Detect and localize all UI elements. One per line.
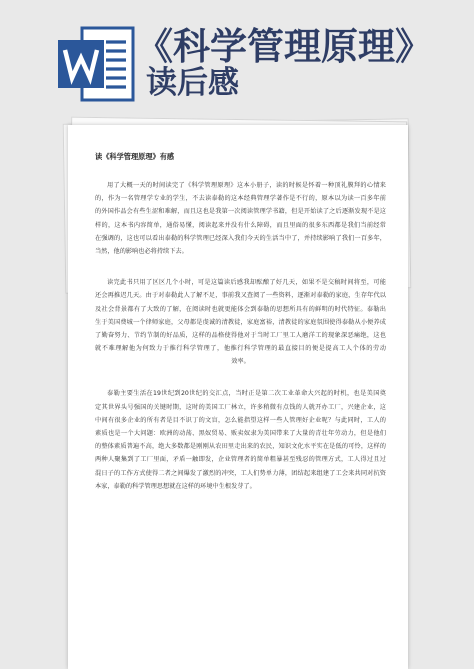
text-line: 及社会背景都有了大致的了解，在阅读时也就更能体会到泰勒的思想所具有的鲜明的时代特征。泰勒出	[95, 305, 386, 313]
text-line: 素质也是一个大问题：欧洲的动荡、黑奴贸易、贩卖奴隶为美国带来了大量的青壮年劳动力，但是他们	[95, 430, 386, 437]
text-line: 泰勒主要生活在19世纪到20世纪的交汇点，当时正是第二次工业革命大兴起的时机，也是美国奠	[107, 390, 386, 398]
text-line: 的整体素质普遍不高，绝大多数都是刚刚从农田里走出来的农民，知识文化水平实在是低的可怜，这样的	[95, 443, 386, 451]
text-line: 了勤奋努力、节约节制的好品质，这样的品格使得他对于当时工厂里工人磨洋工的现象深恶痛绝，这也	[95, 331, 386, 339]
title-line-2: 读后感	[146, 65, 239, 101]
title-line-1: 《科学管理原理》	[136, 25, 432, 68]
text-line: 在强调的，这也可以看出泰勒的科学管理已经深入我们今天的生活当中了，并持续影响了我们一百多年，	[95, 234, 386, 242]
text-line: 生于美国费城一个律师家庭，父母都是虔诚的清教徒，家庭富裕，清教徒的家庭氛围使得泰勒从小便养成	[95, 318, 386, 326]
text-line: 中间有很多企业的所有者是目不识丁的文盲，怎么能指望这样一些人管理好企业呢？与此同时，工人的	[95, 416, 386, 424]
text-line: 混日子的工作方式使得二者之间爆发了激烈的冲突，工人们势单力薄，团结起来组建了工会来共同对抗资	[95, 469, 386, 477]
word-document-icon	[56, 26, 136, 102]
document-page	[68, 125, 408, 669]
text-line: 还会再推迟几天。由于对泰勒此人了解不足，事前我又查阅了一些资料，逐渐对泰勒的家庭，生存年代以	[95, 292, 386, 300]
paragraph-3	[95, 387, 386, 493]
paragraph-1	[95, 179, 386, 258]
text-line: 的，作为一名管理学专业的学生，不去读泰勒的这本经典管理学著作是不行的，原本以为读一百多年前	[95, 195, 386, 203]
text-line: 的外国作品会有些生涩和难解，而且这也是我第一次阅读管理学书籍，但是开始读了之后逐渐发现不是这	[95, 208, 386, 216]
document-body	[95, 152, 386, 493]
paragraph-2	[95, 276, 386, 368]
text-line: 读完此书只用了区区几个小时，可是这篇读后感我却酝酿了好几天，如果不是交稿时间将至，可能	[107, 279, 386, 287]
text-line: 用了大概一天的时间读完了《科学管理原理》这本小册子，读的时候是怀着一种顶礼膜拜的心情来	[107, 182, 386, 189]
document-heading: 读《科学管理原理》有感	[95, 152, 175, 161]
text-line: 定其世界头号强国的关键时期，这时的美国工厂林立，许多稍微有点钱的人就开办工厂，兴建企业，这	[95, 403, 386, 411]
text-line: 就不难理解他为何致力于推行科学管理了，他推行科学管理的最直接目的便是提高工人个体的劳动	[95, 345, 386, 353]
text-line: 本家，泰勒的科学管理思想就在这样的环境中生根发芽了。	[95, 482, 256, 490]
text-line: 样的，这本书内容简单，通俗易懂，阅读起来并没有什么障碍，而且里面的很多东西都是我们当前经常	[95, 221, 386, 229]
text-line: 当然，他的影响也必将持续下去。	[95, 247, 188, 255]
text-line: 两种人聚集到了工厂里面，矛盾一触即发，企业管理者的简单粗暴甚至残忍的管理方式，工人得过且过	[95, 456, 386, 464]
text-line: 效率。	[231, 358, 250, 366]
